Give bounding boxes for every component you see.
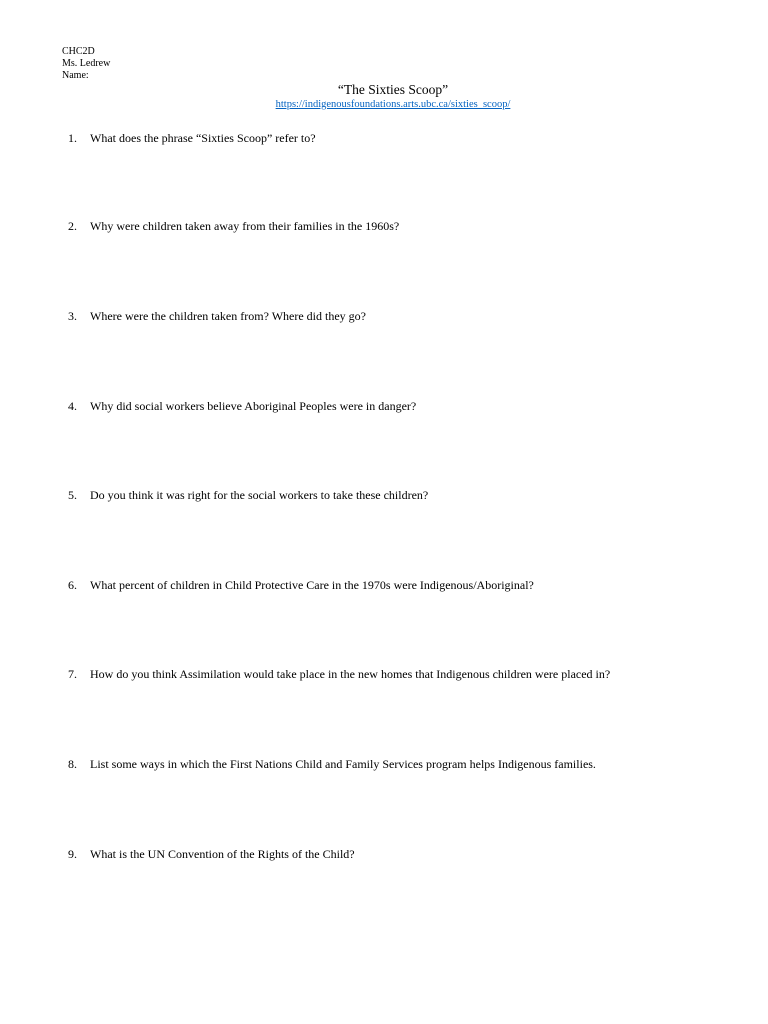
- question-item: [0, 398, 768, 414]
- question-text: List some ways in which the First Nations Child and Family Services program helps Indigenous families.: [90, 757, 596, 771]
- question-number: 2.: [68, 219, 77, 233]
- question-number: 5.: [68, 488, 77, 502]
- question-number: 7.: [68, 667, 77, 681]
- question-text: What is the UN Convention of the Rights of the Child?: [90, 847, 355, 861]
- question-item: [0, 487, 768, 503]
- question-number: 3.: [68, 309, 77, 323]
- question-number: 4.: [68, 399, 77, 413]
- course-code: CHC2D: [62, 46, 95, 57]
- worksheet-title: “The Sixties Scoop”: [337, 82, 449, 97]
- question-text: What percent of children in Child Protective Care in the 1970s were Indigenous/Aboriginal?: [90, 578, 534, 592]
- teacher-name: Ms. Ledrew: [62, 58, 111, 69]
- question-text: Why did social workers believe Aboriginal Peoples were in danger?: [90, 399, 417, 413]
- question-item: [0, 756, 768, 772]
- source-link[interactable]: https://indigenousfoundations.arts.ubc.ca/sixties_scoop/: [275, 99, 511, 110]
- question-item: [0, 666, 768, 682]
- question-item: [0, 308, 768, 324]
- question-text: Why were children taken away from their families in the 1960s?: [90, 219, 400, 233]
- question-text: Do you think it was right for the social workers to take these children?: [90, 488, 429, 502]
- question-number: 9.: [68, 847, 77, 861]
- question-item: [0, 130, 768, 146]
- question-item: [0, 577, 768, 593]
- question-number: 6.: [68, 578, 77, 592]
- source-link-container: [0, 99, 768, 111]
- question-item: [0, 846, 768, 862]
- question-text: What does the phrase “Sixties Scoop” refer to?: [90, 131, 316, 145]
- question-text: How do you think Assimilation would take place in the new homes that Indigenous children were placed in?: [90, 667, 611, 681]
- question-text: Where were the children taken from? Where did they go?: [90, 309, 366, 323]
- question-number: 8.: [68, 757, 77, 771]
- student-name-label: Name:: [62, 70, 89, 81]
- question-number: 1.: [68, 131, 77, 145]
- question-item: [0, 218, 768, 234]
